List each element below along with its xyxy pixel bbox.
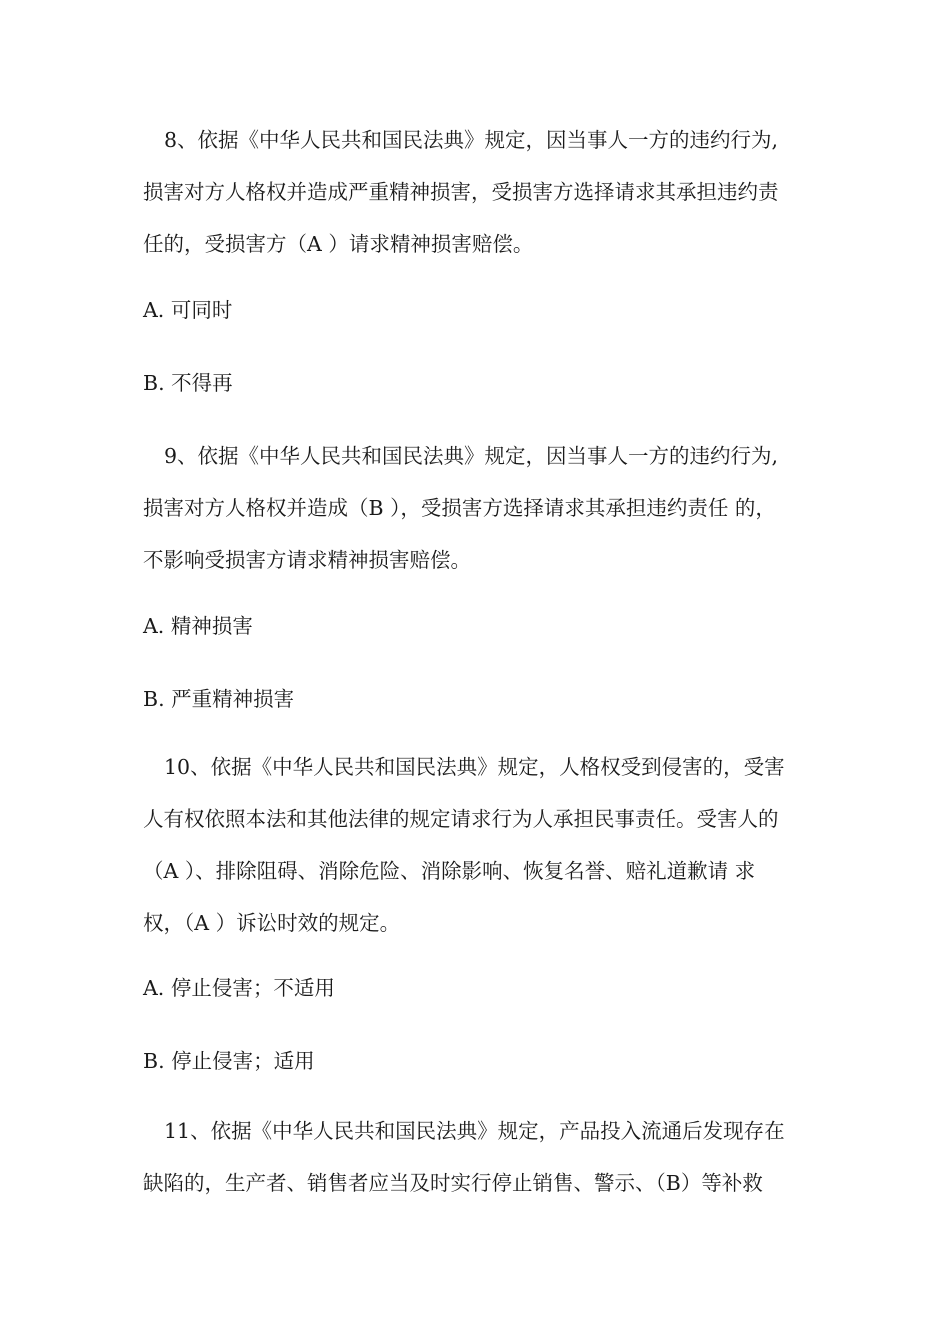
question-9-line-1: 9、依据《中华人民共和国民法典》规定，因当事人一方的违约行为, <box>164 444 779 468</box>
question-11-line-2: 缺陷的，生产者、销售者应当及时实行停止销售、警示、（B）等补救 <box>143 1171 763 1195</box>
question-8-line-2: 损害对方人格权并造成严重精神损害，受损害方选择请求其承担违约责 <box>143 180 779 204</box>
question-10-line-2: 人有权依照本法和其他法律的规定请求行为人承担民事责任。受害人的 <box>143 807 779 831</box>
question-8-option-b: B. 不得再 <box>143 371 233 395</box>
question-9-option-b: B. 严重精神损害 <box>143 687 295 711</box>
question-10-option-a: A. 停止侵害；不适用 <box>143 976 335 1000</box>
question-9-line-3: 不影响受损害方请求精神损害赔偿。 <box>143 548 471 572</box>
question-11 <box>143 1105 807 1209</box>
question-11-line-1: 11、依据《中华人民共和国民法典》规定，产品投入流通后发现存在 <box>164 1119 785 1143</box>
question-10 <box>143 741 807 949</box>
question-10-line-3: （A ）、排除阻碍、消除危险、消除影响、恢复名誉、赔礼道歉请 求 <box>143 859 756 883</box>
question-8-line-1: 8、依据《中华人民共和国民法典》规定，因当事人一方的违约行为, <box>164 128 779 152</box>
question-9 <box>143 430 807 586</box>
question-10-option-b: B. 停止侵害；适用 <box>143 1049 315 1073</box>
question-10-line-4: 权，（A ）诉讼时效的规定。 <box>143 911 401 935</box>
question-10-line-1: 10、依据《中华人民共和国民法典》规定，人格权受到侵害的，受害 <box>164 755 785 779</box>
question-8-option-a: A. 可同时 <box>143 298 233 322</box>
question-9-option-a: A. 精神损害 <box>143 614 253 638</box>
question-9-line-2: 损害对方人格权并造成（B ），受损害方选择请求其承担违约责任 的， <box>143 496 776 520</box>
question-8-line-3: 任的，受损害方（A ）请求精神损害赔偿。 <box>143 232 534 256</box>
question-8 <box>143 114 807 270</box>
